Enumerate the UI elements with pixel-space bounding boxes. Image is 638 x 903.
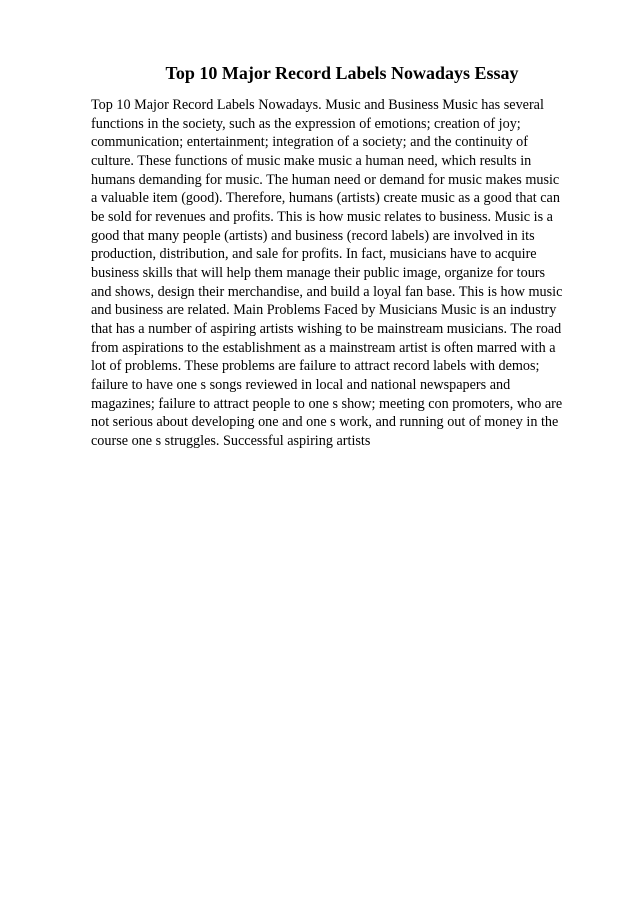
body-line: not serious about developing one and one s work, and running out of money in the	[91, 414, 559, 431]
body-line: communication; entertainment; integration of a society; and the continuity of	[91, 134, 528, 151]
body-line: lot of problems. These problems are failure to attract record labels with demos;	[91, 358, 540, 375]
body-line: and business are related. Main Problems Faced by Musicians Music is an industry	[91, 302, 557, 319]
body-line: functions in the society, such as the expression of emotions; creation of joy;	[91, 115, 521, 132]
body-line: that has a number of aspiring artists wishing to be mainstream musicians. The road	[91, 320, 562, 337]
document-title: Top 10 Major Record Labels Nowadays Essay	[165, 63, 519, 83]
body-line: a valuable item (good). Therefore, humans (artists) create music as a good that can	[91, 190, 560, 207]
body-line: business skills that will help them manage their public image, organize for tours	[91, 264, 546, 281]
body-line: Top 10 Major Record Labels Nowadays. Music and Business Music has several	[91, 97, 544, 113]
body-line: magazines; failure to attract people to one s show; meeting con promoters, who are	[91, 395, 563, 412]
body-line: from aspirations to the establishment as a mainstream artist is often marred with a	[91, 339, 556, 356]
body-line: and shows, design their merchandise, and build a loyal fan base. This is how music	[91, 283, 563, 300]
body-line: course one s struggles. Successful aspiring artists	[91, 432, 371, 449]
body-line: good that many people (artists) and business (record labels) are involved in its	[91, 227, 535, 244]
body-line: be sold for revenues and profits. This is how music relates to business. Music is a	[91, 208, 553, 225]
body-line: humans demanding for music. The human need or demand for music makes music	[91, 171, 560, 188]
body-line: failure to have one s songs reviewed in local and national newspapers and	[91, 376, 511, 393]
body-line: production, distribution, and sale for profits. In fact, musicians have to acquire	[91, 246, 537, 263]
body-line: culture. These functions of music make music a human need, which results in	[91, 152, 532, 169]
document-body	[91, 96, 571, 450]
